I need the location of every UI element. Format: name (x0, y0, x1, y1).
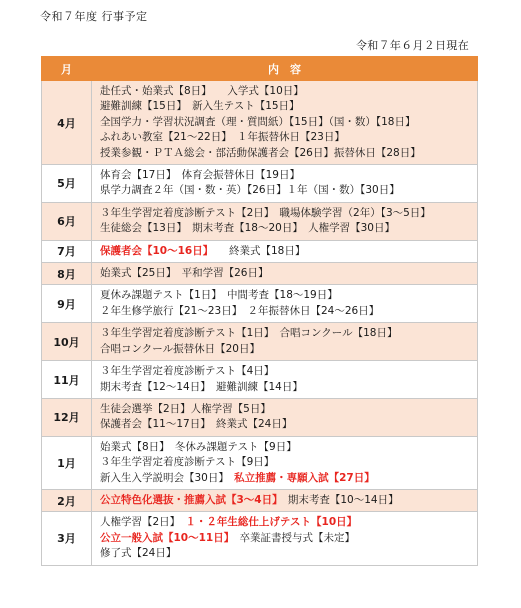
highlighted-event: 公立特色化選抜・推薦入試【3～4日】 (100, 493, 278, 506)
event-line (100, 206, 471, 221)
event-line (100, 99, 471, 114)
content-cell (92, 165, 478, 203)
content-cell (92, 436, 478, 489)
event-text: 期末考査【12～14日】 避難訓練【14日】 (100, 380, 303, 393)
content-cell (92, 361, 478, 399)
event-line (100, 244, 471, 259)
event-text: 生徒会選挙【2日】人権学習【5日】 (100, 402, 271, 415)
event-line (100, 130, 471, 145)
event-line (100, 402, 471, 417)
event-line (100, 380, 471, 395)
event-text: 修了式【24日】 (100, 547, 177, 560)
event-text: 始業式【8日】 冬休み課題テスト【9日】 (100, 440, 297, 453)
event-text: 人権学習【2日】 (100, 516, 186, 529)
content-cell (92, 81, 478, 165)
event-text: ３年生学習定着度診断テスト【1日】 合唱コンクール【18日】 (100, 327, 398, 340)
event-line (100, 546, 471, 561)
event-text: ３年生学習定着度診断テスト【4日】 (100, 365, 275, 378)
event-text: 夏休み課題テスト【1日】 中間考査【18～19日】 (100, 289, 338, 302)
event-line (100, 115, 471, 130)
event-text: ３年生学習定着度診断テスト【9日】 (100, 456, 275, 469)
event-line (100, 531, 471, 546)
table-body (42, 81, 478, 566)
table-row (42, 81, 478, 165)
event-line (100, 471, 471, 486)
event-text: 避難訓練【15日】 新入生テスト【15日】 (100, 100, 300, 113)
month-cell: 6月 (42, 202, 92, 240)
table-row (42, 165, 478, 203)
table-row (42, 436, 478, 489)
header-month: 月 (42, 57, 92, 81)
event-line (100, 326, 471, 341)
event-line (100, 221, 471, 236)
document-title: 令和７年度 行事予定 (40, 10, 148, 23)
table-row (42, 512, 478, 565)
event-text: ふれあい教室【21～22日】 １年振替休日【23日】 (100, 131, 345, 144)
month-cell: 11月 (42, 361, 92, 399)
month-cell: 12月 (42, 398, 92, 436)
event-text: 赴任式・始業式【8日】 入学式【10日】 (100, 85, 304, 97)
event-text: 始業式【25日】 平和学習【26日】 (100, 267, 269, 280)
event-text: 合唱コンクール振替休日【20日】 (100, 342, 260, 355)
highlighted-event: 保護者会【10～16日】 (100, 244, 208, 257)
event-line (100, 515, 471, 530)
event-text: 生徒総会【13日】 期末考査【18～20日】 人権学習【30日】 (100, 222, 395, 235)
event-text: ３年生学習定着度診断テスト【2日】 職場体験学習（2年）【3～5日】 (100, 206, 431, 219)
table-row (42, 285, 478, 323)
month-cell: 1月 (42, 436, 92, 489)
event-line (100, 304, 471, 319)
month-cell: 3月 (42, 512, 92, 565)
event-text: 期末考査【10～14日】 (277, 493, 399, 506)
content-cell (92, 240, 478, 262)
content-cell (92, 489, 478, 511)
event-text: 卒業証書授与式【未定】 (228, 531, 355, 544)
event-text: 保護者会【11～17日】 終業式【24日】 (100, 418, 293, 431)
content-cell (92, 323, 478, 361)
table-row (42, 263, 478, 285)
event-line (100, 146, 471, 161)
event-text: 授業参観・ＰＴＡ総会・部活動保護者会【26日】振替休日【28日】 (100, 146, 421, 159)
event-text: 新入生入学説明会【30日】 (100, 471, 235, 484)
month-cell: 4月 (42, 81, 92, 165)
event-line (100, 266, 471, 281)
table-row (42, 323, 478, 361)
event-text: 体育会【17日】 体育会振替休日【19日】 (100, 169, 300, 182)
event-schedule-table (41, 56, 478, 566)
table-row (42, 202, 478, 240)
event-line (100, 168, 471, 183)
table-row (42, 489, 478, 511)
content-cell (92, 285, 478, 323)
month-cell: 5月 (42, 165, 92, 203)
content-cell (92, 512, 478, 565)
event-line (100, 417, 471, 432)
content-cell (92, 202, 478, 240)
table-row (42, 398, 478, 436)
event-line (100, 84, 471, 99)
content-cell (92, 398, 478, 436)
header-content: 内 容 (92, 57, 478, 81)
month-cell: 8月 (42, 263, 92, 285)
content-cell (92, 263, 478, 285)
event-line (100, 342, 471, 357)
month-cell: 10月 (42, 323, 92, 361)
table-row (42, 240, 478, 262)
event-line (100, 364, 471, 379)
highlighted-event: １・２年生総仕上げテスト【10日】 (185, 516, 358, 529)
event-text: 県学力調査２年（国・数・英）【26日】１年（国・数）【30日】 (100, 184, 400, 197)
month-cell: 7月 (42, 240, 92, 262)
event-line (100, 440, 471, 455)
highlighted-event: 私立推薦・専願入試【27日】 (234, 471, 375, 484)
event-line (100, 183, 471, 198)
table-row (42, 361, 478, 399)
event-line (100, 455, 471, 470)
event-text: 終業式【18日】 (207, 244, 306, 257)
event-text: ２年生修学旅行【21～23日】 ２年振替休日【24～26日】 (100, 304, 380, 317)
event-line (100, 493, 471, 508)
table-header-row (42, 57, 478, 81)
month-cell: 2月 (42, 489, 92, 511)
month-cell: 9月 (42, 285, 92, 323)
as-of-date: 令和７年６月２日現在 (356, 39, 469, 52)
highlighted-event: 公立一般入試【10～11日】 (100, 531, 229, 544)
event-text: 全国学力・学習状況調査（理・質問紙）【15日】（国・数）【18日】 (100, 115, 416, 128)
event-line (100, 288, 471, 303)
